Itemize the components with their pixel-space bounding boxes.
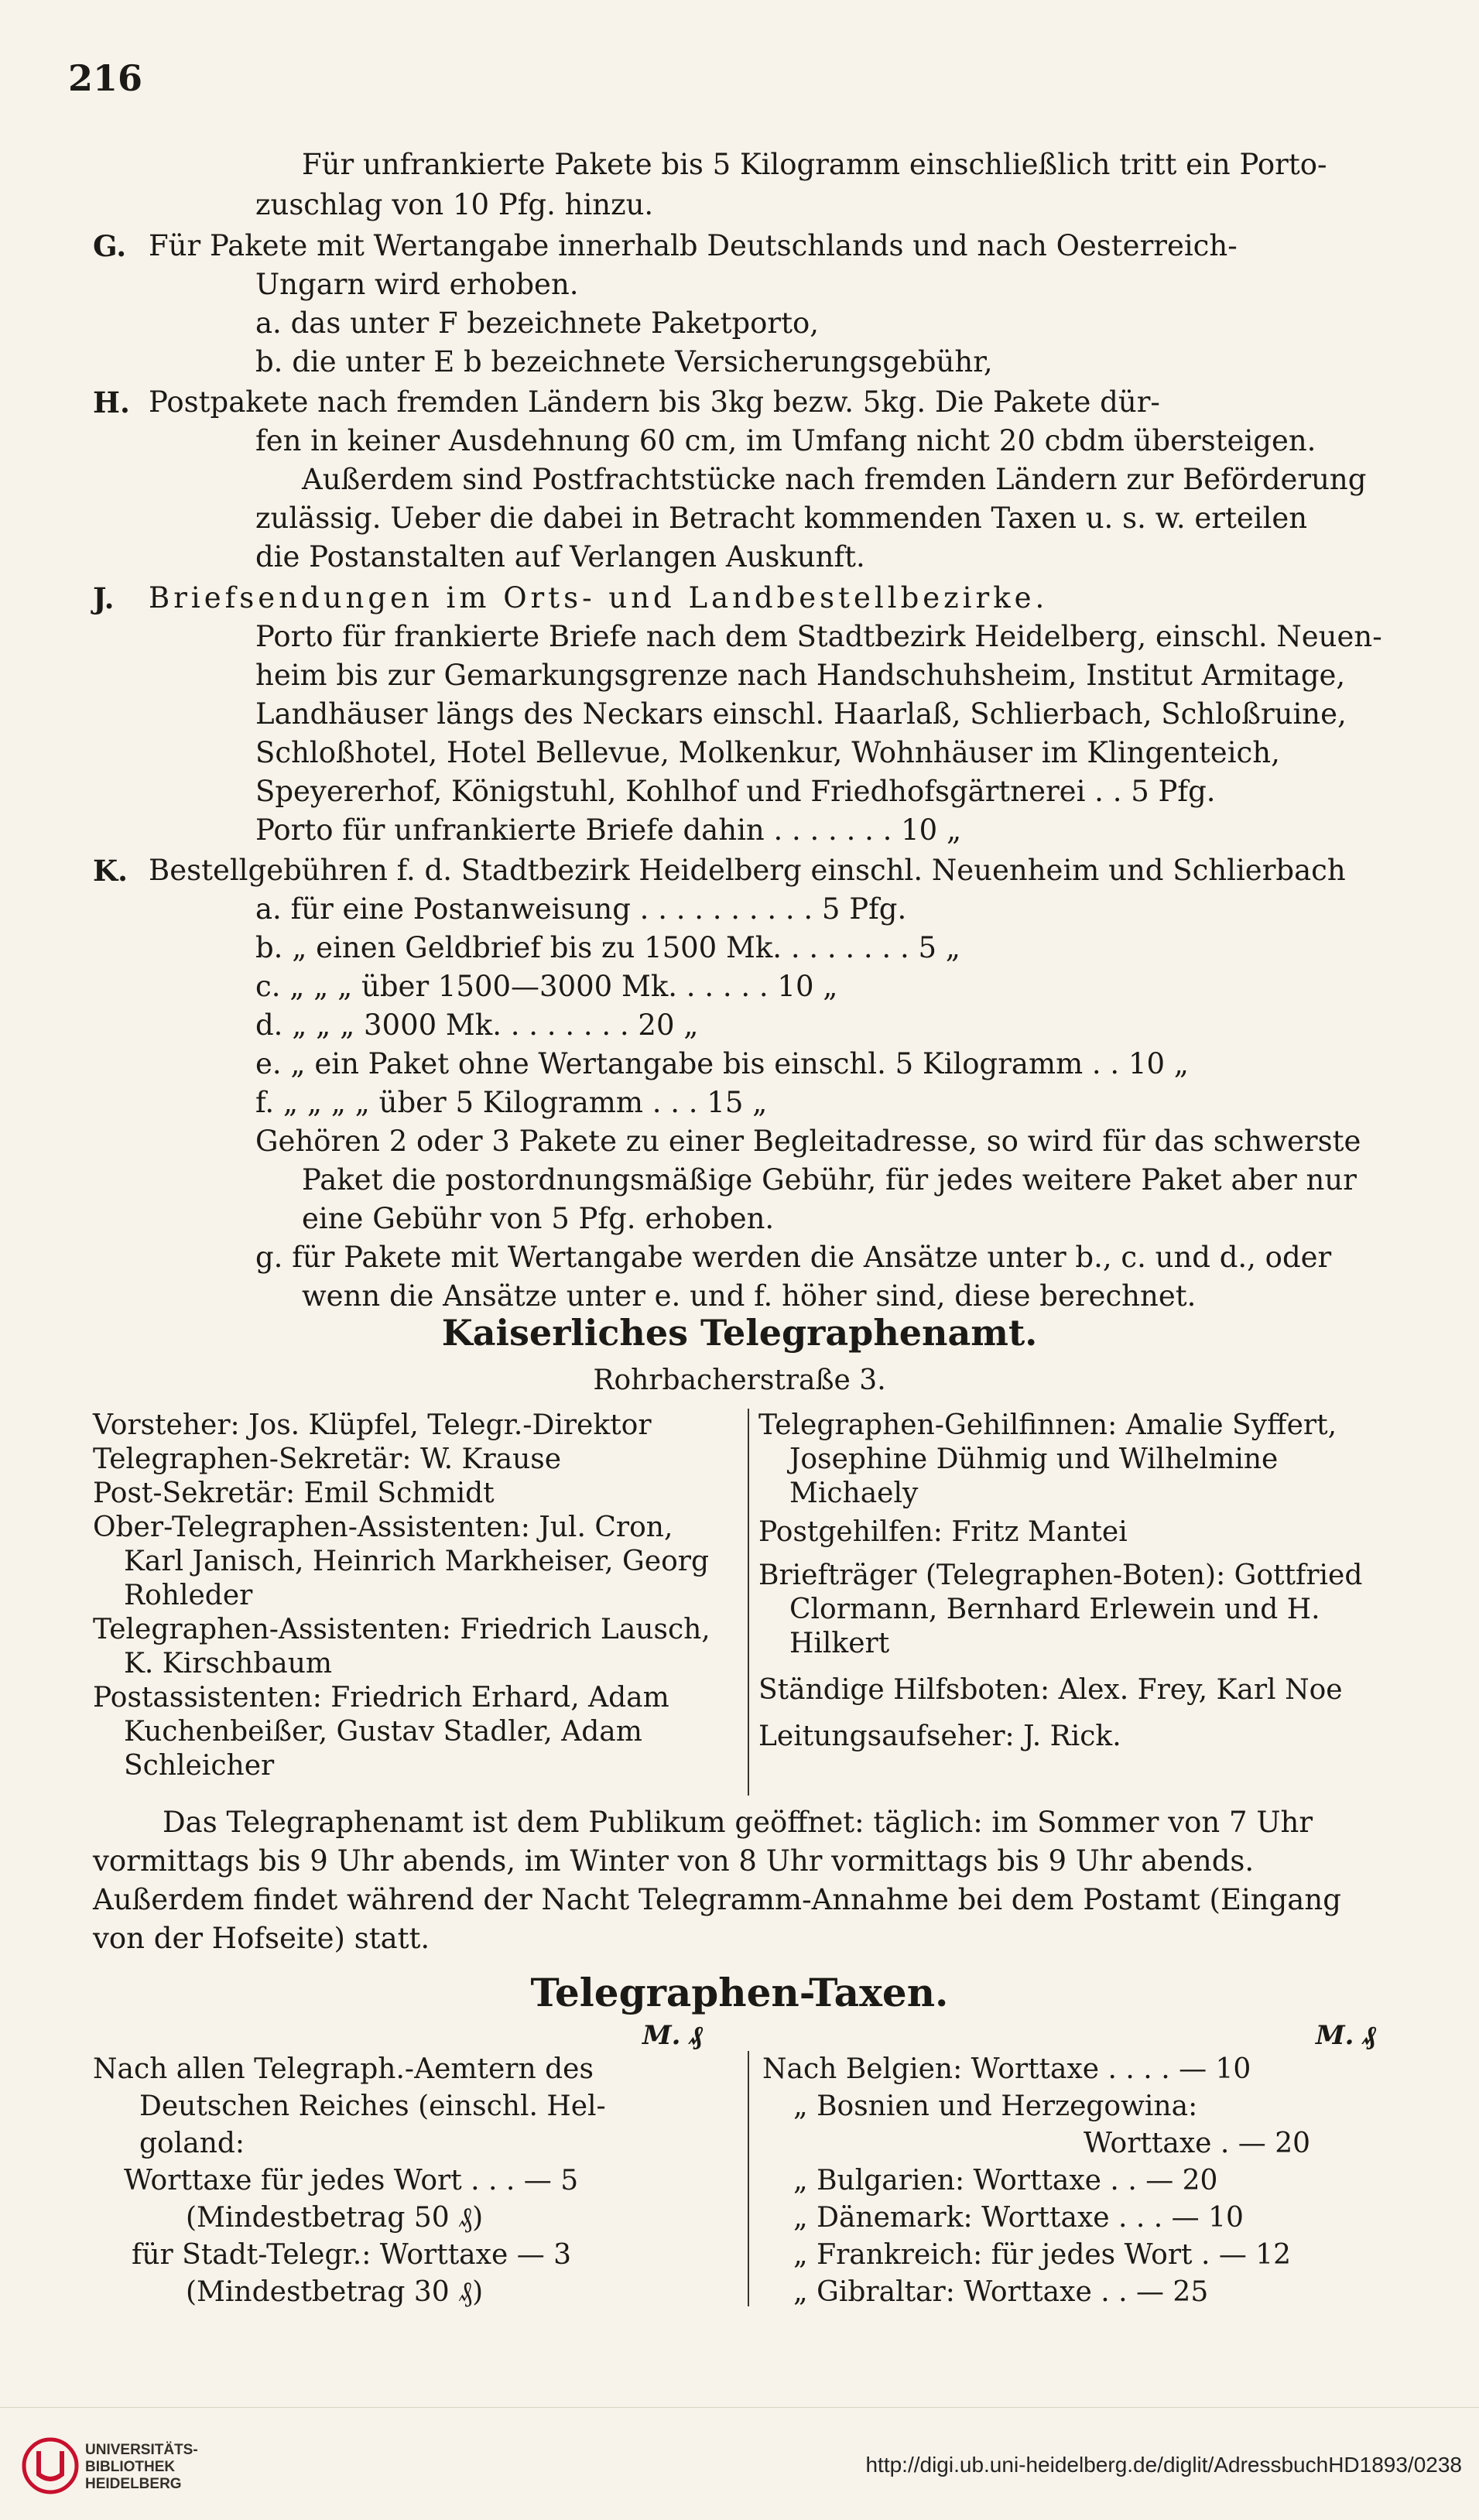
page-number: 216 [68, 57, 143, 99]
section-j-heading: Briefsendungen im Orts- und Landbestellbezirke. [149, 581, 1049, 615]
staff-left-line: Rohleder [124, 1580, 253, 1611]
section-h-line: fen in keiner Ausdehnung 60 cm, im Umfang nicht 20 cbdm übersteigen. [255, 424, 1316, 457]
section-k-line: Paket die postordnungsmäßige Gebühr, für jedes weitere Paket aber nur [302, 1163, 1357, 1197]
column-divider [748, 2051, 749, 2306]
tariff-left-line: goland: [139, 2128, 245, 2159]
staff-left-line: Schleicher [124, 1750, 275, 1782]
staff-right-line: Leitungsaufseher: J. Rick. [758, 1721, 1121, 1752]
staff-right-line: Clormann, Bernhard Erlewein und H. [789, 1594, 1320, 1625]
tariff-right-line: „ Frankreich: für jedes Wort . — 12 [793, 2239, 1292, 2271]
section-letter-g: G. [93, 229, 127, 263]
library-name-line: UNIVERSITÄTS- [85, 2442, 198, 2458]
tariff-left-line: für Stadt-Telegr.: Worttaxe — 3 [132, 2239, 572, 2271]
tariff-left-line: Nach allen Telegraph.-Aemtern des [93, 2053, 594, 2085]
staff-right-line: Briefträger (Telegraphen-Boten): Gottfried [758, 1560, 1363, 1591]
staff-right-line: Postgehilfen: Fritz Mantei [758, 1516, 1128, 1548]
section-g-line: Für Pakete mit Wertangabe innerhalb Deutschlands und nach Oesterreich- [149, 229, 1238, 262]
tariff-right-line: Worttaxe . — 20 [1084, 2128, 1311, 2159]
staff-left-line: Postassistenten: Friedrich Erhard, Adam [93, 1682, 669, 1714]
staff-left-line: Telegraphen-Assistenten: Friedrich Lausch, [93, 1614, 710, 1645]
section-h-line: Postpakete nach fremden Ländern bis 3kg bezw. 5kg. Die Pakete dür- [149, 385, 1160, 419]
tariff-left-line: (Mindestbetrag 50 ₰) [186, 2202, 484, 2234]
intro-line: Für unfrankierte Pakete bis 5 Kilogramm einschließlich tritt ein Porto- [302, 148, 1327, 181]
section-k-line: eine Gebühr von 5 Pfg. erhoben. [302, 1202, 775, 1235]
section-k-line: d. „ „ „ 3000 Mk. . . . . . . . 20 „ [255, 1008, 699, 1042]
section-j-line: Schloßhotel, Hotel Bellevue, Molkenkur, Wohnhäuser im Klingenteich, [255, 736, 1280, 769]
column-divider [748, 1409, 749, 1796]
staff-left-line: Ober-Telegraphen-Assistenten: Jul. Cron, [93, 1512, 673, 1543]
staff-left-line: K. Kirschbaum [124, 1648, 333, 1679]
staff-left-line: Karl Janisch, Heinrich Markheiser, Georg [124, 1546, 709, 1577]
section-letter-j: J. [93, 581, 115, 615]
section-j-line: Porto für unfrankierte Briefe dahin . . . . . . . 10 „ [255, 813, 962, 847]
section-k-line: b. „ einen Geldbrief bis zu 1500 Mk. . . . . . . . 5 „ [255, 931, 960, 964]
source-url-link[interactable]: http://digi.ub.uni-heidelberg.de/diglit/AdressbuchHD1893/0238 [865, 2453, 1462, 2477]
library-name-line: HEIDELBERG [85, 2476, 182, 2492]
section-h-line: zulässig. Ueber die dabei in Betracht kommenden Taxen u. s. w. erteilen [255, 502, 1308, 535]
section-k-line: Gehören 2 oder 3 Pakete zu einer Begleitadresse, so wird für das schwerste [255, 1125, 1361, 1158]
tariff-right-line: „ Bulgarien: Worttaxe . . — 20 [793, 2165, 1218, 2196]
staff-right-line: Josephine Dühmig und Wilhelmine [789, 1443, 1279, 1475]
section-j-line: Porto für frankierte Briefe nach dem Stadtbezirk Heidelberg, einschl. Neuen- [255, 620, 1382, 653]
opening-hours-line: von der Hofseite) statt. [93, 1922, 430, 1955]
section-k-line: e. „ ein Paket ohne Wertangabe bis einschl. 5 Kilogramm . . 10 „ [255, 1047, 1189, 1080]
opening-hours-line: Außerdem findet während der Nacht Telegramm-Annahme bei dem Postamt (Eingang [93, 1883, 1341, 1916]
currency-header-left: M. ₰ [642, 2020, 704, 2051]
section-g-line: b. die unter E b bezeichnete Versicherungsgebühr, [255, 345, 993, 378]
staff-left-line: Telegraphen-Sekretär: W. Krause [93, 1443, 562, 1475]
tariff-left-line: (Mindestbetrag 30 ₰) [186, 2276, 484, 2308]
telegraph-tariffs-title: Telegraphen-Taxen. [530, 1970, 949, 2015]
section-h-line: Außerdem sind Postfrachtstücke nach fremden Ländern zur Beförderung [302, 463, 1367, 496]
staff-right-line: Hilkert [789, 1628, 890, 1659]
section-g-line: a. das unter F bezeichnete Paketporto, [255, 306, 820, 340]
section-k-line: f. „ „ „ „ über 5 Kilogramm . . . 15 „ [255, 1086, 768, 1119]
section-g-line: Ungarn wird erhoben. [255, 268, 579, 301]
tariff-left-line: Deutschen Reiches (einschl. Hel- [139, 2090, 606, 2122]
staff-right-line: Michaely [789, 1477, 919, 1509]
staff-left-line: Vorsteher: Jos. Klüpfel, Telegr.-Direktor [93, 1409, 652, 1441]
currency-header-right: M. ₰ [1316, 2020, 1377, 2051]
university-library-logo-icon [22, 2437, 79, 2494]
staff-right-line: Ständige Hilfsboten: Alex. Frey, Karl Noe [758, 1674, 1343, 1706]
opening-hours-line: vormittags bis 9 Uhr abends, im Winter von 8 Uhr vormittags bis 9 Uhr abends. [93, 1844, 1255, 1878]
section-letter-k: K. [93, 854, 128, 888]
intro-line: zuschlag von 10 Pfg. hinzu. [255, 188, 654, 221]
section-k-heading: Bestellgebühren f. d. Stadtbezirk Heidelberg einschl. Neuenheim und Schlierbach [149, 854, 1346, 887]
tariff-right-line: „ Bosnien und Herzegowina: [793, 2090, 1198, 2122]
section-j-line: heim bis zur Gemarkungsgrenze nach Handschuhsheim, Institut Armitage, [255, 659, 1346, 692]
telegraph-office-title: Kaiserliches Telegraphenamt. [441, 1312, 1038, 1354]
library-name [85, 2442, 198, 2493]
tariff-left-line: Worttaxe für jedes Wort . . . — 5 [124, 2165, 579, 2196]
section-letter-h: H. [93, 385, 130, 419]
staff-left-line: Kuchenbeißer, Gustav Stadler, Adam [124, 1716, 642, 1748]
section-h-line: die Postanstalten auf Verlangen Auskunft. [255, 540, 865, 574]
section-k-line: g. für Pakete mit Wertangabe werden die Ansätze unter b., c. und d., oder [255, 1241, 1332, 1274]
staff-left-line: Post-Sekretär: Emil Schmidt [93, 1477, 495, 1509]
telegraph-office-address: Rohrbacherstraße 3. [593, 1364, 886, 1396]
tariff-right-line: „ Gibraltar: Worttaxe . . — 25 [793, 2276, 1209, 2308]
section-j-line: Landhäuser längs des Neckars einschl. Haarlaß, Schlierbach, Schloßruine, [255, 697, 1347, 731]
section-k-line: c. „ „ „ über 1500—3000 Mk. . . . . . 10 „ [255, 970, 838, 1003]
section-k-line: a. für eine Postanweisung . . . . . . . . . . 5 Pfg. [255, 892, 907, 926]
footer-bar [0, 2407, 1479, 2520]
section-k-line: wenn die Ansätze unter e. und f. höher sind, diese berechnet. [302, 1279, 1197, 1313]
tariff-right-line: „ Dänemark: Worttaxe . . . — 10 [793, 2202, 1244, 2234]
section-j-line: Speyererhof, Königstuhl, Kohlhof und Friedhofsgärtnerei . . 5 Pfg. [255, 775, 1216, 808]
opening-hours-line: Das Telegraphenamt ist dem Publikum geöffnet: täglich: im Sommer von 7 Uhr [163, 1806, 1313, 1839]
tariff-right-line: Nach Belgien: Worttaxe . . . . — 10 [762, 2053, 1251, 2085]
staff-right-line: Telegraphen-Gehilfinnen: Amalie Syffert, [758, 1409, 1337, 1441]
library-name-line: BIBLIOTHEK [85, 2459, 176, 2475]
